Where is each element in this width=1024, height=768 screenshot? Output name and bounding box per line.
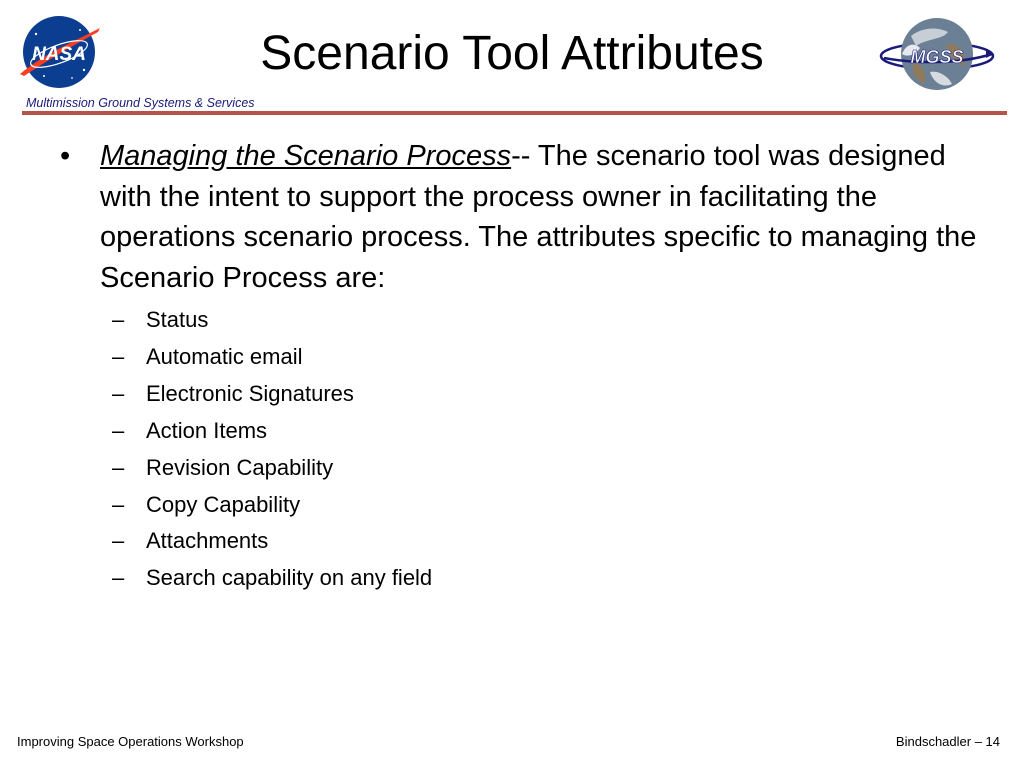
list-item: – Revision Capability — [60, 450, 990, 487]
footer-event: Improving Space Operations Workshop — [17, 734, 244, 749]
svg-text:NASA: NASA — [32, 44, 86, 65]
page-title: Scenario Tool Attributes — [260, 27, 764, 80]
sub-item-list — [60, 302, 990, 597]
list-item: – Electronic Signatures — [60, 376, 990, 413]
dash-icon: – — [112, 491, 125, 517]
list-item: – Status — [60, 302, 990, 339]
organization-subtitle: Multimission Ground Systems & Services — [26, 96, 255, 110]
slide-content — [60, 136, 990, 597]
footer-page-number: Bindschadler – 14 — [895, 734, 1000, 749]
list-item: – Search capability on any field — [60, 560, 990, 597]
bullet-dot-icon: • — [60, 140, 71, 172]
dash-icon: – — [112, 380, 125, 406]
dash-icon: – — [112, 454, 125, 480]
dash-icon: – — [112, 307, 125, 332]
main-bullet — [60, 136, 990, 298]
svg-text:MGSS: MGSS — [910, 47, 964, 67]
bullet-text: -- The scenario tool was designed with the intent to support the process owner in facilitating the operations scenario process. The attributes specific to managing the Scenario Process are: — [100, 140, 977, 294]
mgss-logo — [876, 14, 998, 98]
list-item: – Copy Capability — [60, 487, 990, 524]
header-divider — [22, 111, 1007, 115]
dash-icon: – — [112, 565, 125, 591]
list-item: – Attachments — [60, 523, 990, 560]
dash-icon: – — [112, 528, 125, 554]
list-item: – Automatic email — [60, 339, 990, 376]
dash-icon: – — [112, 417, 125, 443]
list-item: – Action Items — [60, 413, 990, 450]
bullet-lead: Managing the Scenario Process — [100, 140, 512, 172]
dash-icon: – — [112, 343, 125, 369]
